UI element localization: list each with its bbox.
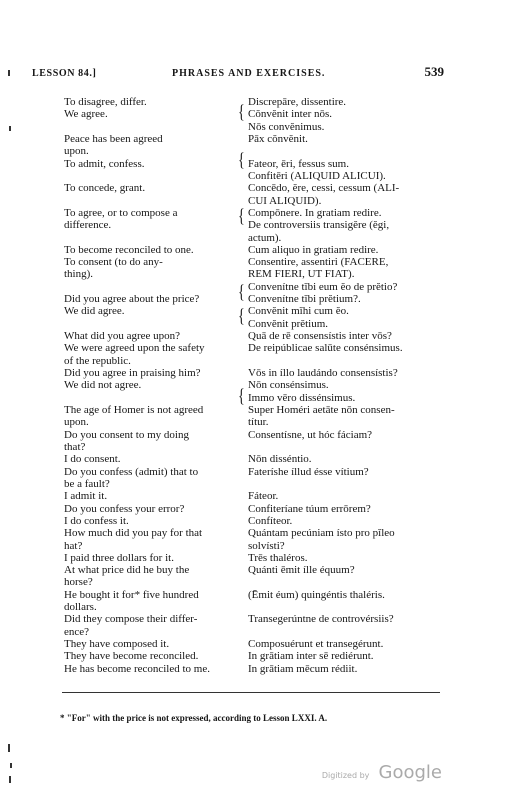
english-phrase: I do consent.: [64, 453, 121, 466]
latin-phrase: In grātiam inter sē rediérunt.: [248, 650, 374, 663]
english-phrase: thing).: [64, 268, 94, 281]
margin-mark: [9, 776, 11, 783]
latin-phrase: Cum aliquo in gratiam redire.: [248, 243, 379, 256]
latin-phrase: Quánti ēmit ílle équum?: [248, 564, 355, 577]
latin-phrase: Quā de rē consensístis inter vōs?: [248, 330, 392, 343]
latin-phrase: (Ēmit éum) quingéntis thaléris.: [248, 588, 385, 601]
latin-phrase: Confiteríane túum errōrem?: [248, 502, 371, 515]
google-logo: Google: [378, 762, 442, 783]
digitized-watermark: [322, 762, 442, 783]
english-phrase: To become reconciled to one.: [64, 243, 194, 256]
margin-mark: [8, 744, 10, 752]
english-phrase: They have become reconciled.: [64, 650, 199, 663]
english-phrase: We were agreed upon the safety: [64, 342, 205, 355]
english-phrase: He has become reconciled to me.: [64, 662, 210, 675]
margin-mark: [9, 126, 11, 131]
english-phrase: hat?: [64, 539, 83, 552]
english-phrase: We did not agree.: [64, 379, 142, 392]
latin-phrase: In grātiam mēcum rédiit.: [248, 662, 358, 675]
english-phrase: What did you agree upon?: [64, 330, 181, 343]
english-phrase: To disagree, differ.: [64, 96, 147, 108]
english-phrase: How much did you pay for that: [64, 527, 203, 540]
english-phrase: Peace has been agreed: [64, 132, 163, 145]
english-phrase: Do you confess your error?: [64, 502, 185, 515]
latin-phrase: Confíteor.: [248, 514, 293, 527]
english-phrase: At what price did he buy the: [64, 564, 190, 577]
latin-phrase: solvísti?: [248, 539, 285, 552]
latin-phrase: Immo vēro dissénsimus.: [248, 391, 356, 404]
latin-phrase: De reipúblicae salūte consénsimus.: [248, 342, 403, 355]
english-phrase: We did agree.: [64, 305, 125, 318]
english-phrase: Did you agree in praising him?: [64, 367, 201, 380]
english-phrase: Do you consent to my doing: [64, 428, 189, 441]
latin-phrase: Discrepāre, dissentire.: [248, 96, 347, 108]
english-phrase: I do confess it.: [64, 514, 129, 527]
latin-phrase: Quántam pecúniam ísto pro pĭleo: [248, 527, 395, 540]
english-phrase: To concede, grant.: [64, 182, 146, 195]
margin-mark: [8, 70, 10, 76]
latin-phrase: actum).: [248, 231, 282, 244]
latin-phrase: Consentísne, ut hóc fáciam?: [248, 428, 373, 441]
english-phrase: Do you confess (admit) that to: [64, 465, 199, 478]
english-phrase: They have composed it.: [64, 638, 170, 651]
english-phrase: To admit, confess.: [64, 157, 145, 170]
latin-phrase: Convĕnit mĭhi cum ĕo.: [248, 305, 349, 318]
watermark-prefix: Digitized by: [321, 771, 370, 780]
latin-phrase: Cŏnvĕnit inter nōs.: [248, 108, 333, 121]
english-phrase: horse?: [64, 576, 93, 589]
english-phrase: I paid three dollars for it.: [64, 551, 174, 564]
margin-mark: [10, 763, 12, 768]
latin-phrase: De controversiis transigĕre (ĕgi,: [248, 219, 390, 232]
brace: {: [238, 103, 245, 124]
english-phrase: Did you agree about the price?: [64, 293, 200, 306]
latin-phrase: Convĕnit prĕtium.: [248, 317, 329, 330]
latin-phrase: Transegerúntne de controvérsiis?: [248, 613, 394, 626]
lesson-label: LESSON 84.]: [32, 68, 97, 79]
english-phrase: upon.: [64, 416, 89, 429]
latin-phrase: títur.: [248, 416, 269, 429]
latin-phrase: Nōs convĕnimus.: [248, 120, 325, 133]
latin-phrase: Compōnere. In gratiam redire.: [248, 206, 382, 219]
english-phrase: Did they compose their differ-: [64, 613, 198, 626]
running-header: [32, 66, 444, 82]
english-phrase: He bought it for* five hundred: [64, 588, 199, 601]
latin-phrase: Trēs thaléros.: [248, 551, 308, 564]
latin-phrase: Pāx cŏnvĕnit.: [248, 132, 308, 145]
latin-phrase: Concēdo, ĕre, cessi, cessum (ALI-: [248, 182, 400, 195]
latin-phrase: Fáteor.: [248, 490, 279, 503]
footnote: * "For" with the price is not expressed, according to Lesson LXXI. A.: [60, 713, 328, 723]
english-phrase: dollars.: [64, 601, 97, 614]
english-phrase: To consent (to do any-: [64, 256, 163, 269]
english-phrase: be a fault?: [64, 477, 110, 490]
latin-phrase: Consentire, assentiri (FACERE,: [248, 256, 389, 269]
brace: {: [238, 207, 245, 228]
english-phrase: that?: [64, 440, 86, 453]
page-number: 539: [424, 64, 444, 79]
latin-phrase: Fateríshe íllud ésse vítium?: [248, 465, 369, 478]
brace: {: [238, 307, 245, 328]
english-phrase: We agree.: [64, 108, 108, 121]
english-phrase: difference.: [64, 219, 112, 232]
latin-phrase: Nōn consénsimus.: [248, 379, 329, 392]
english-phrase: of the republic.: [64, 354, 131, 367]
section-title: PHRASES AND EXERCISES.: [172, 68, 326, 79]
english-phrase: ence?: [64, 625, 90, 638]
brace: {: [238, 387, 245, 408]
latin-phrase: Vōs in íllo laudándo consensístis?: [248, 367, 398, 380]
latin-phrase: REM FIERI, UT FIAT).: [248, 268, 355, 281]
latin-phrase: Composuérunt et transegérunt.: [248, 638, 384, 651]
latin-phrase: Convenítne tĭbi eum ĕo de prĕtio?: [248, 280, 398, 293]
english-phrase: The age of Homer is not agreed: [64, 404, 204, 416]
english-phrase: To agree, or to compose a: [64, 206, 178, 219]
latin-phrase: Confitēri (ALIQUID ALICUI).: [248, 169, 386, 182]
latin-phrase: Convenítne tĭbi prĕtium?.: [248, 293, 361, 306]
footnote-rule: [62, 692, 440, 693]
latin-phrase: Super Homéri aetāte nōn consen-: [248, 404, 395, 416]
brace: {: [238, 283, 245, 304]
latin-phrase: Nōn disséntio.: [248, 453, 312, 466]
brace: {: [238, 151, 245, 172]
english-phrase: upon.: [64, 145, 89, 158]
english-phrase: I admit it.: [64, 490, 108, 503]
latin-phrase: CUI ALIQUID).: [248, 194, 322, 207]
latin-phrase: Fateor, ēri, fessus sum.: [248, 157, 349, 170]
